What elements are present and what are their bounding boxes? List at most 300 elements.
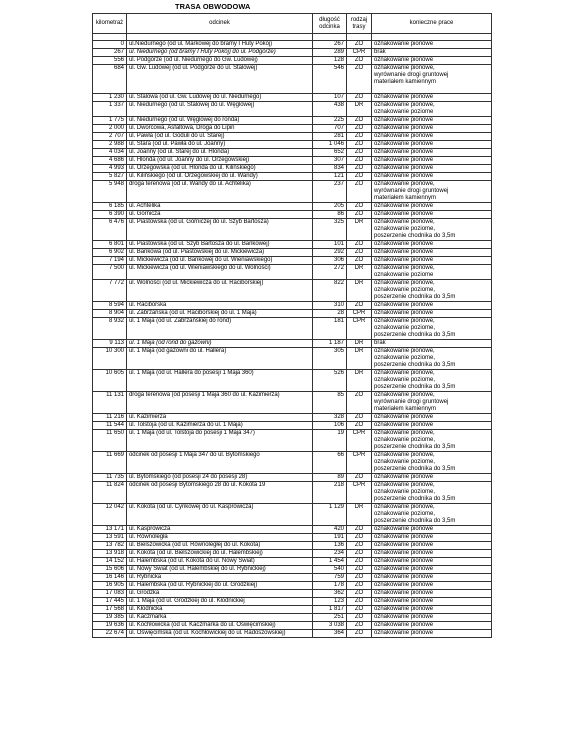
length-cell: 1 046: [313, 141, 347, 149]
works-line: oznakowanie pionowe,: [374, 430, 435, 436]
length-cell: 281: [313, 133, 347, 141]
table-row: [93, 582, 492, 590]
type-cell: ZO: [347, 241, 372, 249]
segment-cell: ul. Wolności (od ul. Mickiewicza do ul. Raciborskiej): [127, 280, 313, 302]
km-cell: 15 606: [93, 566, 127, 574]
works-cell: [372, 558, 492, 566]
km-cell: 10 300: [93, 348, 127, 370]
works-line: poszerzenie chodnika do 3,5m: [374, 233, 456, 239]
works-cell: [372, 211, 492, 219]
segment-cell: ul. Oświęcimska (od ul. Kochłowickiej do ul. Radoszowskiej): [127, 630, 313, 638]
works-line: oznakowanie pionowe: [374, 622, 434, 628]
type-cell: DR: [347, 370, 372, 392]
length-cell: 136: [313, 542, 347, 550]
works-cell: [372, 422, 492, 430]
works-cell: [372, 452, 492, 474]
table-row: [93, 280, 492, 302]
segment-cell: ul. Kilińskiego (od ul. Orzegowskiej do ul. Wandy): [127, 173, 313, 181]
works-line: oznakowanie pionowe: [374, 558, 434, 564]
works-cell: [372, 117, 492, 125]
works-cell: [372, 141, 492, 149]
segment-cell: ul. 1 Maja (od ul. Tolstoja do posesji 1 Maja 347): [127, 430, 313, 452]
works-cell: [372, 566, 492, 574]
length-cell: 292: [313, 249, 347, 257]
type-cell: ZO: [347, 65, 372, 94]
table-row: [93, 265, 492, 280]
segment-cell: ul. Orzegowska (od ul. Hlonda do ul. Kilińskiego): [127, 165, 313, 173]
table-row: [93, 558, 492, 566]
segment-cell: odcinek od posesji 1 Maja 347 do ul. Bytomskiego: [127, 452, 313, 474]
km-cell: 17 083: [93, 590, 127, 598]
type-cell: ZO: [347, 257, 372, 265]
segment-cell: odcinek od posesji Bytomskiego 28 do ul. Kokota 19: [127, 482, 313, 504]
km-cell: 1 230: [93, 94, 127, 102]
km-cell: 22 674: [93, 630, 127, 638]
segment-cell: ul. Achtelika: [127, 203, 313, 211]
length-cell: 420: [313, 526, 347, 534]
table-row: [93, 203, 492, 211]
type-cell: ZO: [347, 302, 372, 310]
header-km: kilometraż: [93, 14, 127, 34]
works-line: oznakowanie poziome,: [374, 511, 436, 517]
length-cell: 128: [313, 57, 347, 65]
segment-cell: ul. Raciborska: [127, 302, 313, 310]
table-row: [93, 422, 492, 430]
segment-cell: ul. 1 Maja (od ul. Hallera do posesji 1 Maja 360): [127, 370, 313, 392]
km-cell: 1 337: [93, 102, 127, 117]
works-cell: [372, 606, 492, 614]
length-cell: 546: [313, 65, 347, 94]
spacer-cell: [372, 34, 492, 41]
table-row: [93, 211, 492, 219]
type-cell: ZO: [347, 173, 372, 181]
works-line: oznakowanie pionowe: [374, 257, 434, 263]
table-row: [93, 430, 492, 452]
works-line: materiałem kamiennym: [374, 406, 437, 412]
works-line: oznakowanie poziome,: [374, 355, 436, 361]
works-line: wyrównanie drogi gruntowej: [374, 399, 449, 405]
km-cell: 6 185: [93, 203, 127, 211]
type-cell: ZO: [347, 94, 372, 102]
segment-cell: ul. Niedurnego (od ul. Stalowej do ul. Węglowej): [127, 102, 313, 117]
table-row: [93, 133, 492, 141]
works-line: oznakowanie pionowe: [374, 542, 434, 548]
type-cell: ZO: [347, 630, 372, 638]
segment-cell: ul. 1 Maja (od ul. Grodzkiej do ul. Kłodnickiej: [127, 598, 313, 606]
works-line: poszerzenie chodnika do 3,5m: [374, 294, 456, 300]
length-cell: 328: [313, 414, 347, 422]
table-row: [93, 241, 492, 249]
segment-cell: ul. Nowy Świat (od ul. Halembskiej do ul. Rybnickiej): [127, 566, 313, 574]
table-row: [93, 348, 492, 370]
type-cell: DR: [347, 265, 372, 280]
segment-cell: ul. Niedurnego (od ul. Węglowej do ronda): [127, 117, 313, 125]
length-cell: 306: [313, 257, 347, 265]
works-line: brak: [374, 49, 386, 55]
segment-cell: ul. Górnicza: [127, 211, 313, 219]
km-cell: 11 216: [93, 414, 127, 422]
table-row: [93, 526, 492, 534]
length-cell: 822: [313, 280, 347, 302]
works-line: oznakowanie pionowe: [374, 203, 434, 209]
table-row: [93, 141, 492, 149]
length-cell: 759: [313, 574, 347, 582]
works-line: wyrównanie drogi gruntowej: [374, 72, 449, 78]
works-line: oznakowanie poziome: [374, 272, 434, 278]
length-cell: 1 454: [313, 558, 347, 566]
km-cell: 7 772: [93, 280, 127, 302]
type-cell: ZO: [347, 558, 372, 566]
works-cell: [372, 149, 492, 157]
table-row: [93, 149, 492, 157]
km-cell: 17 568: [93, 606, 127, 614]
km-cell: 11 735: [93, 474, 127, 482]
header-works: konieczne prace: [372, 14, 492, 34]
segment-cell: ul. Stalowa (od ul. Gw. Ludowej do ul. Niedurnego): [127, 94, 313, 102]
works-cell: [372, 526, 492, 534]
table-row: [93, 318, 492, 340]
table-row: [93, 49, 492, 57]
works-cell: [372, 622, 492, 630]
segment-cell: ul. 1 Maja (od rond do gazowni): [127, 340, 313, 348]
km-cell: 6 390: [93, 211, 127, 219]
length-cell: 364: [313, 630, 347, 638]
works-line: oznakowanie pionowe: [374, 598, 434, 604]
type-cell: CPR: [347, 430, 372, 452]
segment-cell: ul. Piastowska (od ul. Szyb Bartosza do ul. Bankowej): [127, 241, 313, 249]
segment-cell: ul. Kasprowicza: [127, 526, 313, 534]
table-row: [93, 125, 492, 133]
segment-cell: ul. Bytomskiego (od posesji 24 do posesji 28): [127, 474, 313, 482]
works-line: oznakowanie pionowe: [374, 302, 434, 308]
length-cell: 66: [313, 452, 347, 474]
route-table: [92, 13, 492, 638]
works-cell: [372, 94, 492, 102]
segment-cell: ul.Niedurnego (od ul. Markowej do bramy I Huty Pokój): [127, 41, 313, 49]
table-row: [93, 117, 492, 125]
works-line: oznakowanie pionowe: [374, 211, 434, 217]
type-cell: CPR: [347, 482, 372, 504]
type-cell: ZO: [347, 422, 372, 430]
km-cell: 17 445: [93, 598, 127, 606]
length-cell: 234: [313, 550, 347, 558]
table-row: [93, 542, 492, 550]
works-line: poszerzenie chodnika do 3,5m: [374, 518, 456, 524]
segment-cell: ul. Podgórze (od ul. Niedurnego do Gw. Ludowej): [127, 57, 313, 65]
works-cell: [372, 482, 492, 504]
works-cell: [372, 65, 492, 94]
segment-cell: ul. Gw. Ludowej (od ul. Podgórze do ul. Stalowej): [127, 65, 313, 94]
table-row: [93, 102, 492, 117]
works-cell: [372, 582, 492, 590]
works-line: oznakowanie pionowe: [374, 630, 434, 636]
works-line: oznakowanie pionowe: [374, 249, 434, 255]
length-cell: 305: [313, 348, 347, 370]
length-cell: 106: [313, 422, 347, 430]
segment-cell: ul. Stara (od ul. Pawła do ul. Joanny): [127, 141, 313, 149]
works-line: oznakowanie pionowe: [374, 133, 434, 139]
km-cell: 2 707: [93, 133, 127, 141]
length-cell: 181: [313, 318, 347, 340]
length-cell: 19: [313, 430, 347, 452]
length-cell: 1 187: [313, 340, 347, 348]
km-cell: 13 918: [93, 550, 127, 558]
works-line: poszerzenie chodnika do 3,5m: [374, 384, 456, 390]
km-cell: 4 993: [93, 165, 127, 173]
length-cell: 707: [313, 125, 347, 133]
table-row: [93, 504, 492, 526]
segment-cell: ul. Kaczmarka: [127, 614, 313, 622]
length-cell: 178: [313, 582, 347, 590]
table-row: [93, 534, 492, 542]
length-cell: 237: [313, 181, 347, 203]
type-cell: DR: [347, 280, 372, 302]
table-row: [93, 249, 492, 257]
table-row: [93, 219, 492, 241]
works-cell: [372, 574, 492, 582]
type-cell: ZO: [347, 117, 372, 125]
type-cell: ZO: [347, 165, 372, 173]
works-cell: [372, 173, 492, 181]
type-cell: ZO: [347, 622, 372, 630]
works-cell: [372, 165, 492, 173]
type-cell: ZO: [347, 133, 372, 141]
table-row: [93, 622, 492, 630]
works-line: oznakowanie pionowe,: [374, 482, 435, 488]
spacer-cell: [347, 34, 372, 41]
works-line: oznakowanie pionowe: [374, 41, 434, 47]
works-cell: [372, 340, 492, 348]
type-cell: CPR: [347, 49, 372, 57]
segment-cell: ul. Kłodnicka: [127, 606, 313, 614]
works-line: oznakowanie pionowe: [374, 310, 434, 316]
type-cell: CPR: [347, 318, 372, 340]
segment-cell: ul. 1 Maja (od ul. Zabrzańskiej do rond): [127, 318, 313, 340]
table-row: [93, 566, 492, 574]
km-cell: 16 905: [93, 582, 127, 590]
length-cell: 123: [313, 598, 347, 606]
type-cell: ZO: [347, 474, 372, 482]
km-cell: 7 500: [93, 265, 127, 280]
works-line: oznakowanie pionowe: [374, 526, 434, 532]
type-cell: ZO: [347, 574, 372, 582]
works-line: poszerzenie chodnika do 3,5m: [374, 332, 456, 338]
works-line: oznakowanie pionowe,: [374, 219, 435, 225]
segment-cell: ul. Zabrzańska (od ul. Raciborskiej do ul. 1 Maja): [127, 310, 313, 318]
length-cell: 1 129: [313, 504, 347, 526]
table-row: [93, 165, 492, 173]
works-cell: [372, 241, 492, 249]
works-line: oznakowanie pionowe: [374, 566, 434, 572]
type-cell: ZO: [347, 149, 372, 157]
length-cell: 101: [313, 241, 347, 249]
works-line: oznakowanie pionowe,: [374, 265, 435, 271]
type-cell: ZO: [347, 157, 372, 165]
table-row: [93, 550, 492, 558]
km-cell: 19 385: [93, 614, 127, 622]
works-line: oznakowanie pionowe: [374, 165, 434, 171]
length-cell: 272: [313, 265, 347, 280]
works-line: wyrównanie drogi gruntowej: [374, 188, 449, 194]
km-cell: 19 636: [93, 622, 127, 630]
km-cell: 13 782: [93, 542, 127, 550]
type-cell: ZO: [347, 141, 372, 149]
table-row: [93, 41, 492, 49]
type-cell: DR: [347, 340, 372, 348]
km-cell: 0: [93, 41, 127, 49]
table-row: [93, 181, 492, 203]
type-cell: ZO: [347, 598, 372, 606]
length-cell: 1 817: [313, 606, 347, 614]
segment-cell: droga terenowa (od ul. Wandy do ul. Achtelika): [127, 181, 313, 203]
segment-cell: ul. Grodzka: [127, 590, 313, 598]
works-line: oznakowanie pionowe: [374, 614, 434, 620]
page-title: TRASA OBWODOWA: [175, 2, 251, 11]
works-cell: [372, 49, 492, 57]
works-cell: [372, 504, 492, 526]
km-cell: 5 948: [93, 181, 127, 203]
km-cell: 8 594: [93, 302, 127, 310]
works-cell: [372, 550, 492, 558]
length-cell: 267: [313, 41, 347, 49]
works-cell: [372, 542, 492, 550]
works-line: oznakowanie pionowe: [374, 149, 434, 155]
works-line: oznakowanie pionowe: [374, 157, 434, 163]
type-cell: ZO: [347, 41, 372, 49]
type-cell: ZO: [347, 542, 372, 550]
type-cell: ZO: [347, 203, 372, 211]
works-cell: [372, 219, 492, 241]
km-cell: 6 801: [93, 241, 127, 249]
table-row: [93, 370, 492, 392]
works-cell: [372, 57, 492, 65]
table-row: [93, 94, 492, 102]
segment-cell: ul. Bankowa (od ul. Piastowskiej do ul. Mickiewicza): [127, 249, 313, 257]
works-cell: [372, 249, 492, 257]
segment-cell: ul. Mickiewicza (od ul. Wieniawskiego do ul. Wolności): [127, 265, 313, 280]
works-line: oznakowanie pionowe,: [374, 348, 435, 354]
works-cell: [372, 257, 492, 265]
type-cell: ZO: [347, 534, 372, 542]
table-row: [93, 474, 492, 482]
works-cell: [372, 302, 492, 310]
km-cell: 4 034: [93, 149, 127, 157]
length-cell: 225: [313, 117, 347, 125]
header-segment: odcinek: [127, 14, 313, 34]
km-cell: 9 113: [93, 340, 127, 348]
header-length: długość odcinka: [313, 14, 347, 34]
length-cell: 191: [313, 534, 347, 542]
works-cell: [372, 430, 492, 452]
works-cell: [372, 203, 492, 211]
km-cell: 14 152: [93, 558, 127, 566]
table-row: [93, 392, 492, 414]
type-cell: DR: [347, 348, 372, 370]
works-line: materiałem kamiennym: [374, 195, 437, 201]
table-row: [93, 598, 492, 606]
length-cell: 3 038: [313, 622, 347, 630]
works-cell: [372, 265, 492, 280]
segment-cell: ul. Piastowska (od ul. Górniczej do ul. Szyb Bartosza): [127, 219, 313, 241]
type-cell: ZO: [347, 566, 372, 574]
segment-cell: ul. Kokota (od ul. Cynkowej do ul. Kasprowicza): [127, 504, 313, 526]
works-line: [374, 86, 489, 93]
table-row: [93, 157, 492, 165]
table-row: [93, 340, 492, 348]
segment-cell: ul. Kochłowicka (od ul. Kaczmarka do ul. Oświęcimskiej): [127, 622, 313, 630]
works-line: oznakowanie pionowe: [374, 57, 434, 63]
km-cell: 13 591: [93, 534, 127, 542]
segment-cell: ul. Halembska (od ul. Kokota do ul. Nowy Świat): [127, 558, 313, 566]
type-cell: ZO: [347, 526, 372, 534]
works-line: oznakowanie poziome,: [374, 325, 436, 331]
type-cell: ZO: [347, 211, 372, 219]
km-cell: 2 988: [93, 141, 127, 149]
table-row: [93, 590, 492, 598]
works-line: oznakowanie pionowe: [374, 582, 434, 588]
length-cell: 325: [313, 219, 347, 241]
works-cell: [372, 181, 492, 203]
length-cell: 526: [313, 370, 347, 392]
km-cell: 6 902: [93, 249, 127, 257]
segment-cell: ul. Pawła (od ul. Goduli do ul. Starej): [127, 133, 313, 141]
works-cell: [372, 310, 492, 318]
table-row: [93, 173, 492, 181]
works-cell: [372, 125, 492, 133]
segment-cell: ul. Kokota (od ul. Bielszowickiej do ul. Halembskiej): [127, 550, 313, 558]
works-cell: [372, 133, 492, 141]
segment-cell: ul. Dworcowa, Asfaltowa, Droga do Lipin: [127, 125, 313, 133]
km-cell: 8 904: [93, 310, 127, 318]
type-cell: ZO: [347, 414, 372, 422]
length-cell: 121: [313, 173, 347, 181]
length-cell: 86: [313, 211, 347, 219]
table-row: [93, 614, 492, 622]
type-cell: CPR: [347, 452, 372, 474]
works-line: oznakowanie pionowe,: [374, 102, 435, 108]
segment-cell: ul. 1 Maja (od gazowni do ul. Hallera): [127, 348, 313, 370]
type-cell: ZO: [347, 57, 372, 65]
km-cell: 267: [93, 49, 127, 57]
segment-cell: ul. Mickiewicza (od ul. Bankowej do ul. Wieniawskiego): [127, 257, 313, 265]
works-line: oznakowanie pionowe: [374, 534, 434, 540]
works-line: oznakowanie pionowe: [374, 117, 434, 123]
works-line: oznakowanie pionowe,: [374, 65, 435, 71]
works-line: oznakowanie pionowe,: [374, 370, 435, 376]
km-cell: 12 042: [93, 504, 127, 526]
works-line: oznakowanie pionowe: [374, 606, 434, 612]
table-row: [93, 65, 492, 94]
km-cell: 16 146: [93, 574, 127, 582]
works-line: oznakowanie pionowe: [374, 94, 434, 100]
works-line: oznakowanie poziome,: [374, 287, 436, 293]
type-cell: ZO: [347, 582, 372, 590]
spacer-cell: [93, 34, 127, 41]
works-line: brak: [374, 340, 386, 346]
header-row: [93, 14, 492, 34]
segment-cell: ul. Hlonda (od ul. Joanny do ul. Orzegowskiej): [127, 157, 313, 165]
works-cell: [372, 41, 492, 49]
table-row: [93, 302, 492, 310]
works-cell: [372, 630, 492, 638]
km-cell: 8 932: [93, 318, 127, 340]
length-cell: 218: [313, 482, 347, 504]
length-cell: 251: [313, 614, 347, 622]
works-line: materiałem kamiennym: [374, 79, 437, 85]
works-line: oznakowanie pionowe,: [374, 318, 435, 324]
length-cell: 28: [313, 310, 347, 318]
works-cell: [372, 474, 492, 482]
